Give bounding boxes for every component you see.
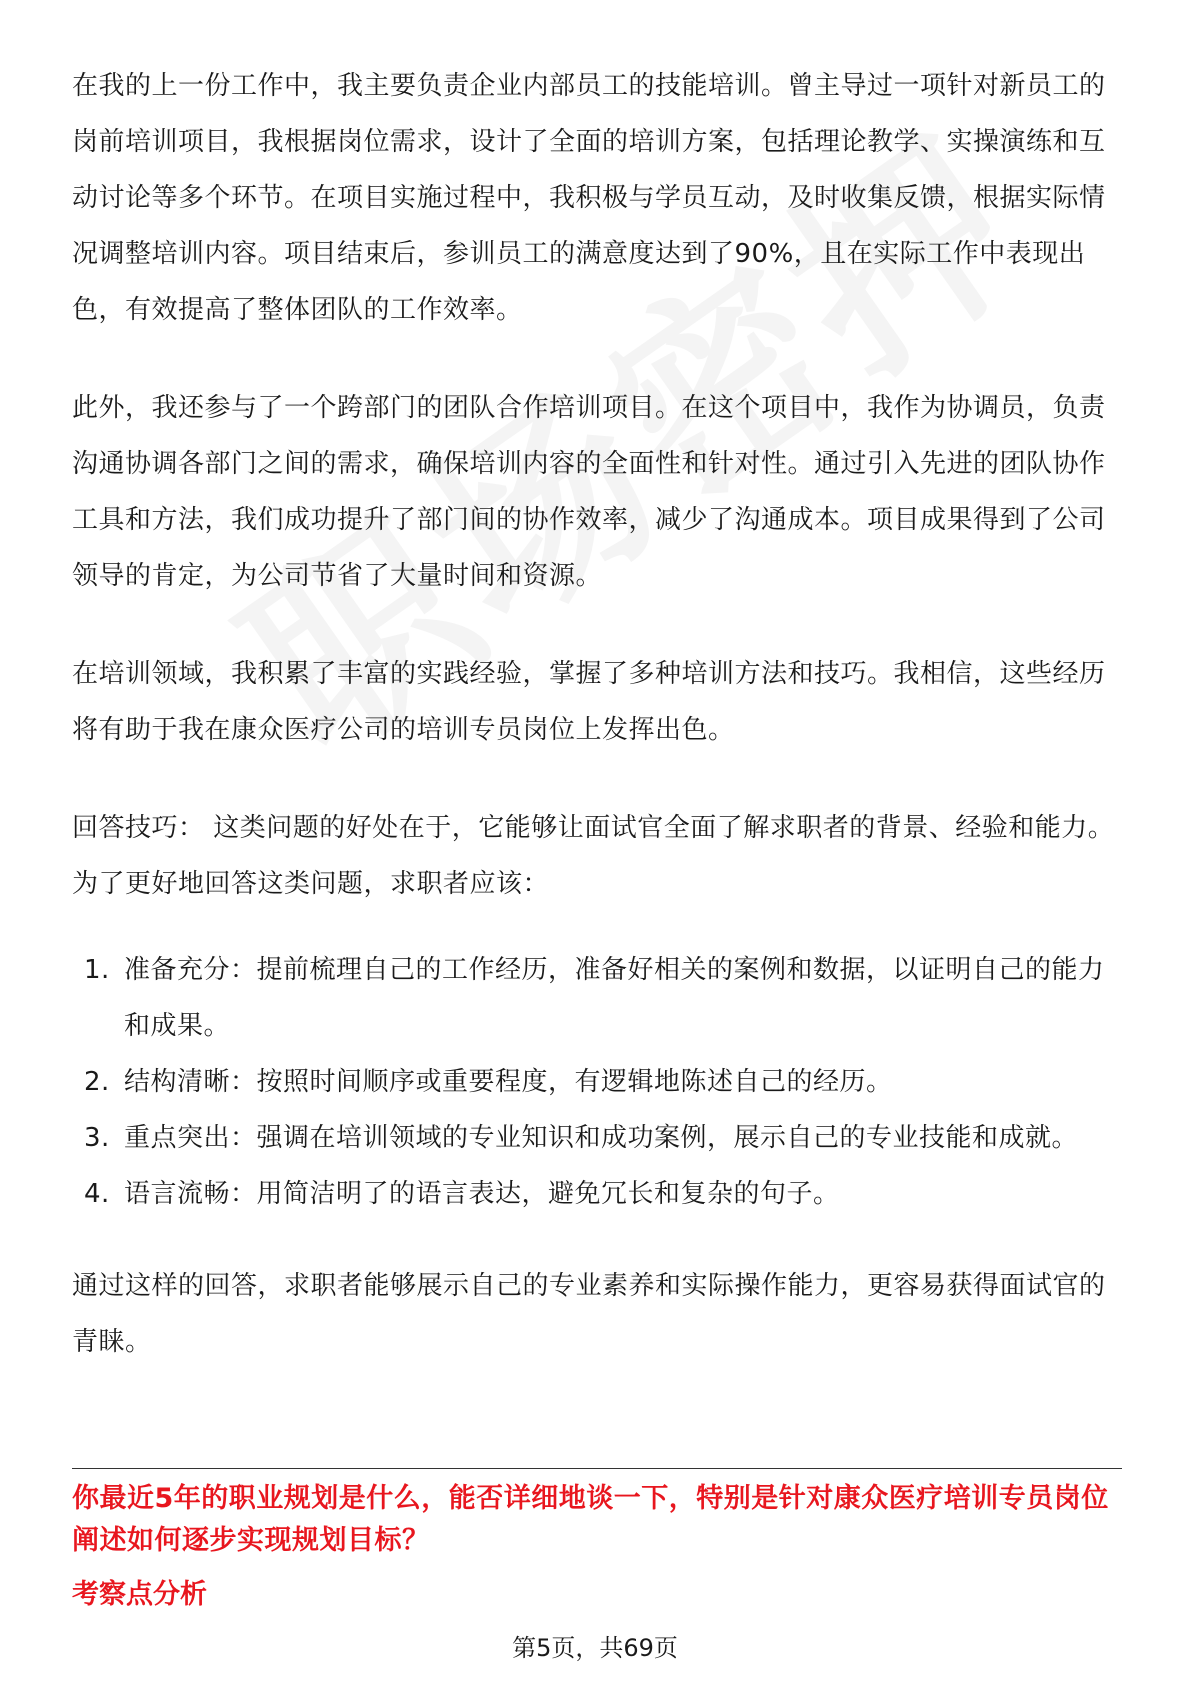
- tips-list: [72, 942, 1122, 1222]
- list-number: 4.: [84, 1179, 110, 1209]
- conclusion-paragraph: 通过这样的回答，求职者能够展示自己的专业素养和实际操作能力，更容易获得面试官的青睐。: [72, 1271, 1106, 1357]
- list-number: 3.: [84, 1123, 110, 1153]
- list-text: 重点突出：强调在培训领域的专业知识和成功案例，展示自己的专业技能和成就。: [124, 1123, 1079, 1153]
- list-item: [72, 1054, 1122, 1110]
- list-text: 准备充分：提前梳理自己的工作经历，准备好相关的案例和数据，以证明自己的能力和成果。: [124, 955, 1105, 1041]
- paragraph: 此外，我还参与了一个跨部门的团队合作培训项目。在这个项目中，我作为协调员，负责沟通协调各部门之间的需求，确保培训内容的全面性和针对性。通过引入先进的团队协作工具和方法，我们成功提升了部门间的协作效率，减少了沟通成本。项目成果得到了公司领导的肯定，为公司节省了大量时间和资源。: [72, 393, 1106, 591]
- paragraph: 在我的上一份工作中，我主要负责企业内部员工的技能培训。曾主导过一项针对新员工的岗前培训项目，我根据岗位需求，设计了全面的培训方案，包括理论教学、实操演练和互动讨论等多个环节。在项目实施过程中，我积极与学员互动，及时收集反馈，根据实际情况调整培训内容。项目结束后，参训员工的满意度达到了90%，且在实际工作中表现出色，有效提高了整体团队的工作效率。: [72, 71, 1106, 325]
- page-number: 第5页，共69页: [512, 1634, 678, 1662]
- list-text: 语言流畅：用简洁明了的语言表达，避免冗长和复杂的句子。: [124, 1179, 840, 1209]
- answer-tips: 回答技巧： 这类问题的好处在于，它能够让面试官全面了解求职者的背景、经验和能力。为了更好地回答这类问题，求职者应该：: [72, 813, 1115, 899]
- section-title: 考察点分析: [72, 1579, 207, 1610]
- paragraph: 在培训领域，我积累了丰富的实践经验，掌握了多种培训方法和技巧。我相信，这些经历将有助于我在康众医疗公司的培训专员岗位上发挥出色。: [72, 659, 1106, 745]
- list-number: 1.: [84, 955, 110, 985]
- list-item: [72, 1110, 1122, 1166]
- list-item: [72, 942, 1122, 1054]
- section-divider: [72, 1468, 1122, 1469]
- list-text: 结构清晰：按照时间顺序或重要程度，有逻辑地陈述自己的经历。: [124, 1067, 893, 1097]
- body-content: [72, 58, 1122, 1412]
- interview-question: 你最近5年的职业规划是什么，能否详细地谈一下，特别是针对康众医疗培训专员岗位阐述如何逐步实现规划目标？: [72, 1483, 1109, 1556]
- list-number: 2.: [84, 1067, 110, 1097]
- list-item: [72, 1166, 1122, 1222]
